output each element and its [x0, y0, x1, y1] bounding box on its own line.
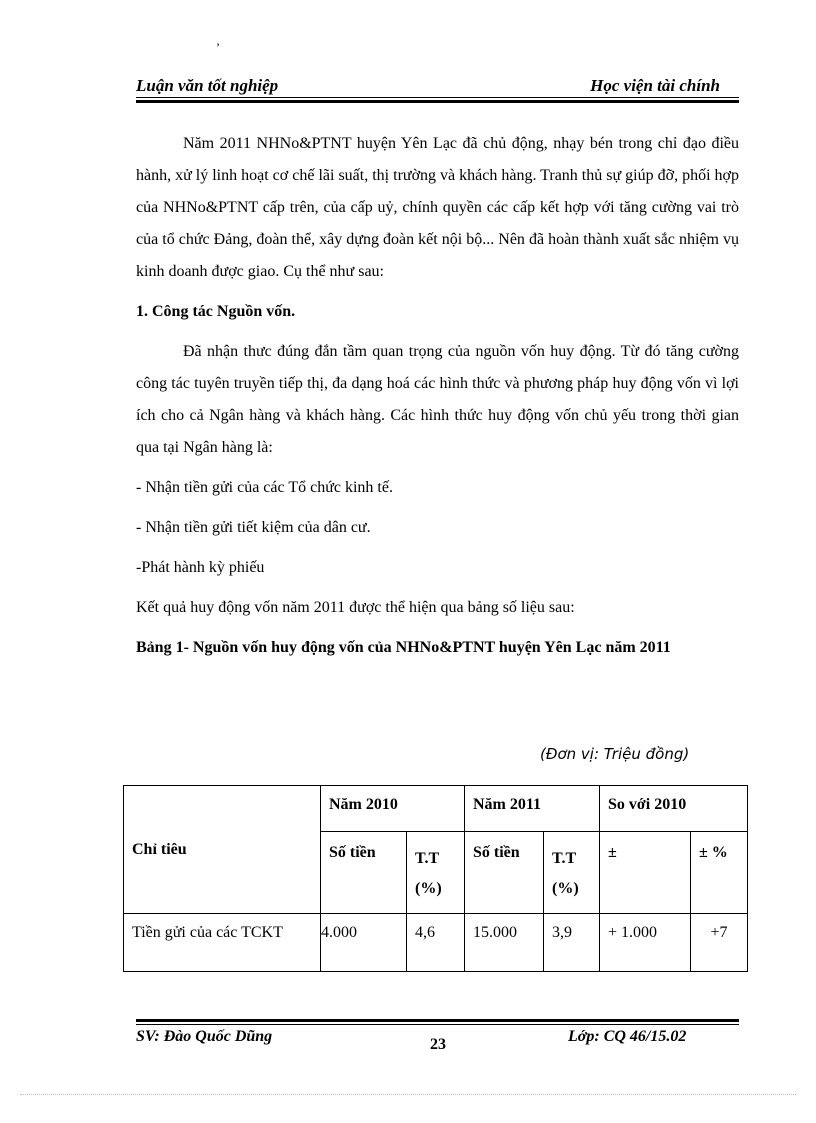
footer-rule-thick: [136, 1019, 739, 1022]
stray-mark: ’: [216, 40, 220, 54]
subheader-amount-2011: Số tiền: [465, 832, 544, 914]
unit-note: (Đơn vị: Triệu đồng): [540, 745, 690, 763]
header-thesis-title: Luận văn tốt nghiệp: [136, 76, 279, 95]
bullet-item: -Phát hành kỳ phiếu: [136, 559, 265, 576]
paragraph-capital: Đã nhận thưc đúng đắn tầm quan trọng của nguồn vốn huy động. Từ đó tăng cường công tác tuyên truyền tiếp thị, đa dạng hoá các hình thức và phương pháp huy động vốn vì lợi ích cho cả Ngân hàng và khách hàng. Các hình thức huy động vốn chủ yếu trong thời gian qua tại Ngân hàng là:: [136, 343, 739, 456]
cell-ratio-2010: 4,6: [407, 914, 465, 972]
header-institution: Học viện tài chính: [590, 76, 720, 95]
header-indicator: Chỉ tiêu: [124, 786, 321, 914]
cell-ratio-2011: 3,9: [544, 914, 600, 972]
cell-diff: + 1.000: [600, 914, 691, 972]
page-bottom-divider: [20, 1094, 796, 1095]
document-body: [136, 128, 739, 664]
page-number: 23: [430, 1036, 446, 1053]
subheader-ratio-2011: T.T (%): [544, 832, 600, 914]
header-rule-thick: [136, 100, 739, 103]
footer-rule-thin: [136, 1024, 739, 1025]
row-label: Tiền gửi của các TCKT: [124, 914, 321, 972]
bullet-item: - Nhận tiền gửi của các Tổ chức kinh tế.: [136, 479, 393, 496]
header-compare: So với 2010: [600, 786, 748, 832]
header-year-2010: Năm 2010: [321, 786, 465, 832]
subheader-diff: ±: [600, 832, 691, 914]
paragraph-result: Kết quả huy động vốn năm 2011 được thể hiện qua bảng số liệu sau:: [136, 599, 575, 616]
subheader-ratio-2010: T.T (%): [407, 832, 465, 914]
footer-student: SV: Đào Quốc Dũng: [136, 1028, 273, 1045]
section-heading: 1. Công tác Nguồn vốn.: [136, 303, 296, 320]
header-year-2011: Năm 2011: [465, 786, 600, 832]
table-row: [124, 914, 748, 972]
cell-amount-2011: 15.000: [465, 914, 544, 972]
paragraph-intro: Năm 2011 NHNo&PTNT huyện Yên Lạc đã chủ động, nhạy bén trong chỉ đạo điều hành, xử lý linh hoạt cơ chế lãi suất, thị trường và khách hàng. Tranh thủ sự giúp đỡ, phối hợp của NHNo&PTNT cấp trên, của cấp uỷ, chính quyền các cấp kết hợp với tăng cường vai trò của tổ chức Đảng, đoàn thể, xây dựng đoàn kết nội bộ... Nên đã hoàn thành xuất sắc nhiệm vụ kinh doanh được giao. Cụ thể như sau:: [136, 135, 739, 280]
cell-diff-pct: +7: [691, 914, 748, 972]
table-title: Bảng 1- Nguồn vốn huy động vốn của NHNo&PTNT huyện Yên Lạc năm 2011: [136, 639, 671, 656]
subheader-amount-2010: Số tiền: [321, 832, 407, 914]
subheader-diff-pct: ± %: [691, 832, 748, 914]
bullet-item: - Nhận tiền gửi tiết kiệm của dân cư.: [136, 519, 371, 536]
header-rule-thin: [136, 97, 739, 98]
footer-class: Lớp: CQ 46/15.02: [568, 1028, 687, 1045]
capital-table: [123, 785, 748, 972]
cell-amount-2010: 4.000: [321, 914, 407, 972]
